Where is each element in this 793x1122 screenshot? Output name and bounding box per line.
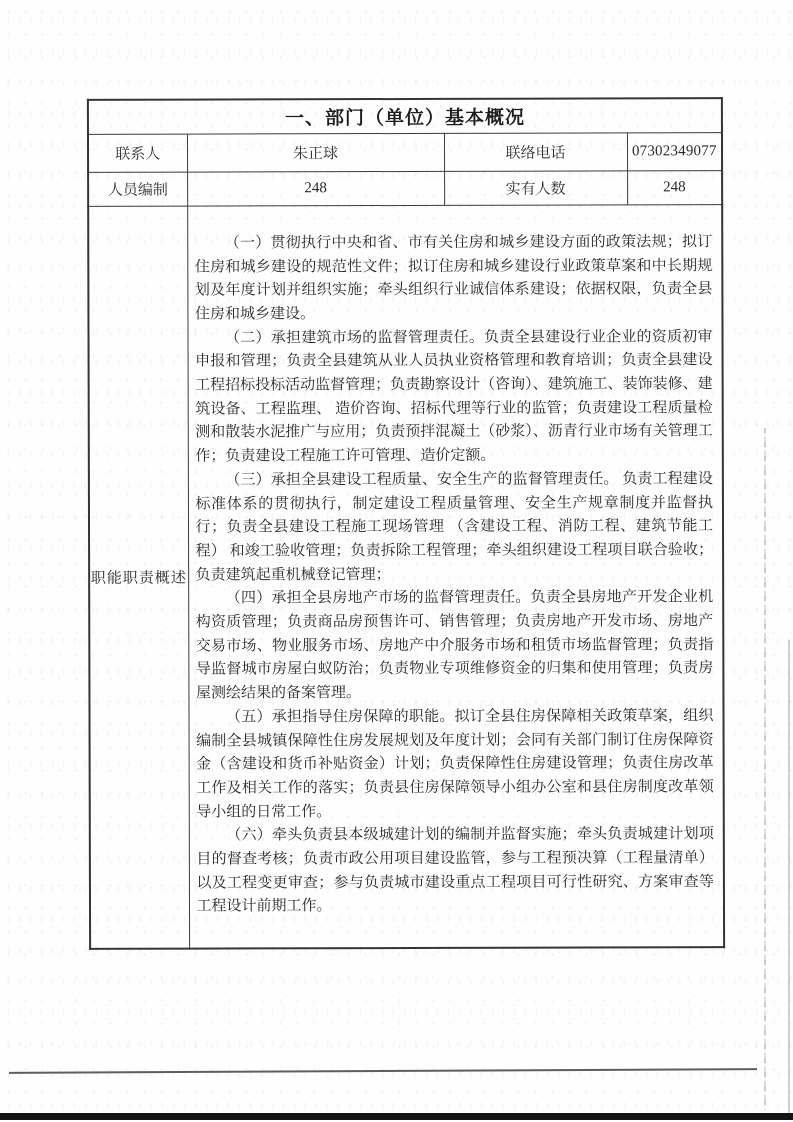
contact-person-value: 朱正球 bbox=[187, 133, 444, 172]
scan-bottom-edge-strip bbox=[0, 1113, 793, 1120]
duties-paragraph-4: （四）承担全县房地产市场的监督管理责任。负责全县房地产开发企业机构资质管理；负责商品房预售许可、销售管理；负责房地产开发市场、房地产交易市场、物业服务市场、房地产中介服务市场和租赁市场监督管理；负责指导监督城市房屋白蚁防治；负责物业专项维修资金的归集和使用管理；负责房屋测绘结果的备案管理。 bbox=[195, 589, 714, 702]
actual-headcount-value: 248 bbox=[627, 171, 722, 205]
actual-headcount-label: 实有人数 bbox=[444, 171, 627, 205]
table-title-row bbox=[88, 98, 722, 134]
department-overview-table bbox=[87, 97, 725, 950]
duties-paragraph-1: （一）贯彻执行中央和省、市有关住房和城乡建设方面的政策法规；拟订住房和城乡建设的规范性文件；拟订住房和城乡建设行业政策草案和中长期规划及年度计划并组织实施；牵头组织行业诚信体系建设；依据权限，负责全县住房和城乡建设。 bbox=[194, 233, 713, 323]
contact-row bbox=[88, 133, 722, 173]
scan-artifact-vertical-streak bbox=[764, 428, 766, 1110]
staffing-row bbox=[88, 171, 722, 207]
duties-paragraph-6: （六）牵头负责县本级城建计划的编制并监督实施；牵头负责城建计划项目的督查考核；负责市政公用项目建设监管，参与工程预决算（工程量清单）以及工程变更审查；参与负责城市建设重点工程项目可行性研究、方案审查等工程设计前期工作。 bbox=[196, 826, 714, 916]
page-bottom-rule bbox=[9, 1068, 757, 1074]
scan-artifact-right-edge bbox=[788, 640, 790, 1113]
duties-body-cell bbox=[187, 205, 724, 949]
staffing-quota-value: 248 bbox=[187, 171, 444, 206]
duties-row bbox=[88, 205, 724, 949]
contact-phone-label: 联络电话 bbox=[444, 133, 627, 171]
section-title: 一、部门（单位）基本概况 bbox=[88, 98, 722, 134]
duties-paragraph-5: （五）承担指导住房保障的职能。拟订全县住房保障相关政策草案，组织编制全县城镇保障性住房发展规划及年度计划；会同有关部门制订住房保障资金（含建设和货币补贴资金）计划；负责保障性住房建设管理；负责住房改革工作及相关工作的落实；负责县住房保障领导小组办公室和县住房制度改革领导小组的日常工作。 bbox=[196, 708, 714, 821]
contact-person-label: 联系人 bbox=[88, 134, 187, 172]
staffing-quota-label: 人员编制 bbox=[88, 172, 187, 206]
duties-paragraph-2: （二）承担建筑市场的监督管理责任。负责全县建设行业企业的资质初审申报和管理；负责全县建筑从业人员执业资格管理和教育培训；负责全县建设工程招标投标活动监督管理；负责勘察设计（咨询）、建筑施工、装饰装修、建筑设备、工程监理、 造价咨询、招标代理等行业的监管；负责建设工程质量检测和散装水泥推广与应用；负责预拌混凝土（砂浆）、沥青行业市场有关管理工作；负责建设工程施工许可管理、造价定额。 bbox=[195, 328, 713, 465]
duties-paragraph-3: （三）承担全县建设工程质量、安全生产的监督管理责任。 负责工程建设标准体系的贯彻执行，制定建设工程质量管理、安全生产规章制度并监督执行；负责全县建设工程施工现场管理 （含建设工程、消防工程、建筑节能工程） 和竣工验收管理；负责拆除工程管理；牵头组织建设工程项目联合验收；负责建筑起重机械登记管理； bbox=[195, 471, 714, 584]
duties-label: 职能职责概述 bbox=[88, 206, 189, 949]
contact-phone-value: 07302349077 bbox=[627, 133, 722, 171]
